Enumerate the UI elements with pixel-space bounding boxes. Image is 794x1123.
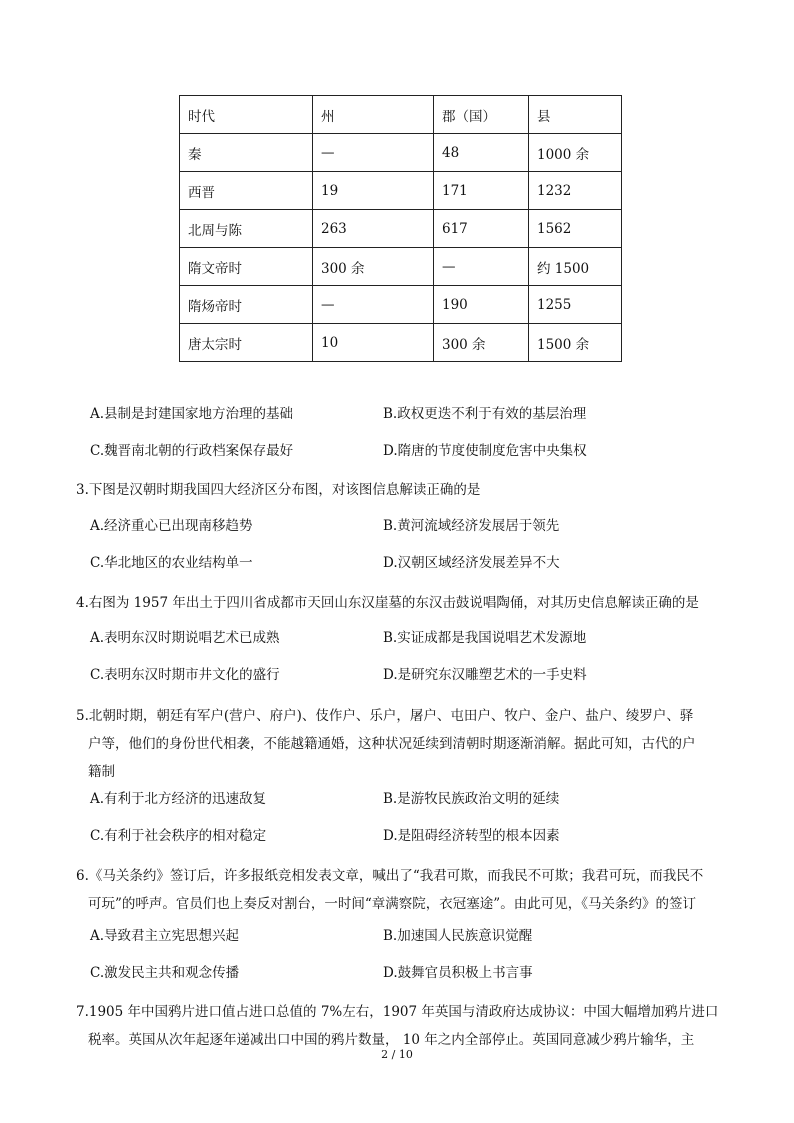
table-cell: 秦 [180,134,313,172]
table-cell: 1232 [529,172,622,210]
table-cell: 263 [313,210,434,248]
table-cell: 约 1500 [529,248,622,286]
table-header-row [180,96,622,134]
table-cell: 隋文帝时 [180,248,313,286]
q5-stem-line2: 户等，他们的身份世代相袭，不能越籍通婚，这种状况延续到清朝时期逐渐消解。据此可知，古代的户 [88,736,696,752]
q6-option-d[interactable]: D.鼓舞官员积极上书言事 [383,965,533,981]
table-cell: 190 [434,286,529,324]
table-cell: 西晋 [180,172,313,210]
table-cell: 617 [434,210,529,248]
table-cell: 48 [434,134,529,172]
q2-option-c[interactable]: C.魏晋南北朝的行政档案保存最好 [90,443,294,459]
table-row [180,248,622,286]
table-cell: 北周与陈 [180,210,313,248]
table-cell: 300 余 [434,324,529,362]
table-cell: 10 [313,324,434,362]
q3-option-d[interactable]: D.汉朝区域经济发展差异不大 [383,555,560,571]
table-header-cell: 时代 [180,96,313,134]
table-cell: 隋炀帝时 [180,286,313,324]
table-cell: — [434,248,529,286]
q4-option-b[interactable]: B.实证成都是我国说唱艺术发源地 [383,630,587,646]
table-row [180,172,622,210]
q2-option-a[interactable]: A.县制是封建国家地方治理的基础 [90,406,294,422]
table-row [180,286,622,324]
page-number: 2 / 10 [381,1048,413,1061]
q6-stem-line2: 可玩”的呼声。官员们也上奏反对割台，一时间“章满察院，衣冠塞途”。由此可见，《马关条约》的签订 [88,896,696,912]
q7-stem-line2: 税率。英国从次年起逐年递减出口中国的鸦片数量， 10 年之内全部停止。英国同意减少鸦片输华，主 [88,1032,695,1048]
table-cell: 唐太宗时 [180,324,313,362]
q2-option-b[interactable]: B.政权更迭不利于有效的基层治理 [383,406,587,422]
table-cell: 19 [313,172,434,210]
q2-option-d[interactable]: D.隋唐的节度使制度危害中央集权 [383,443,587,459]
q5-stem-line1: 5.北朝时期，朝廷有军户(营户、府户)、伎作户、乐户，屠户、屯田户、牧户、金户、盐户、绫罗户、驿 [76,708,694,724]
q4-stem: 4.右图为 1957 年出土于四川省成都市天回山东汉崖墓的东汉击鼓说唱陶俑，对其历史信息解读正确的是 [76,595,699,611]
data-table [179,95,622,362]
q5-option-c[interactable]: C.有利于社会秩序的相对稳定 [90,828,267,844]
q4-option-a[interactable]: A.表明东汉时期说唱艺术已成熟 [90,630,280,646]
q3-stem: 3.下图是汉朝时期我国四大经济区分布图，对该图信息解读正确的是 [76,482,481,498]
q6-option-a[interactable]: A.导致君主立宪思想兴起 [90,928,240,944]
q5-option-a[interactable]: A.有利于北方经济的迅速敌复 [90,791,267,807]
table-row [180,324,622,362]
table-cell: — [313,134,434,172]
table-row [180,134,622,172]
q3-option-a[interactable]: A.经济重心已出现南移趋势 [90,518,253,534]
q6-stem-line1: 6.《马关条约》签订后，许多报纸竞相发表文章，喊出了“我君可欺，而我民不可欺；我君可玩，而我民不 [76,868,704,884]
q3-option-b[interactable]: B.黄河流域经济发展居于领先 [383,518,560,534]
table-header-cell: 县 [529,96,622,134]
q5-stem-line3: 籍制 [88,764,115,780]
table-cell: 1562 [529,210,622,248]
table-cell: 1500 余 [529,324,622,362]
q6-option-b[interactable]: B.加速国人民族意识觉醒 [383,928,533,944]
q7-stem-line1: 7.1905 年中国鸦片进口值占进口总值的 7%左右，1907 年英国与清政府达成协议：中国大幅增加鸦片进口 [76,1004,719,1020]
table-cell: 171 [434,172,529,210]
q4-option-d[interactable]: D.是研究东汉雕塑艺术的一手史料 [383,667,587,683]
q4-option-c[interactable]: C.表明东汉时期市井文化的盛行 [90,667,280,683]
q5-option-b[interactable]: B.是游牧民族政治文明的延续 [383,791,560,807]
table-header-cell: 郡（国） [434,96,529,134]
table-row [180,210,622,248]
table-header-cell: 州 [313,96,434,134]
q3-option-c[interactable]: C.华北地区的农业结构单一 [90,555,253,571]
q6-option-c[interactable]: C.激发民主共和观念传播 [90,965,240,981]
table-cell: 1000 余 [529,134,622,172]
table-cell: — [313,286,434,324]
table-cell: 300 余 [313,248,434,286]
q5-option-d[interactable]: D.是阻碍经济转型的根本因素 [383,828,560,844]
table-cell: 1255 [529,286,622,324]
